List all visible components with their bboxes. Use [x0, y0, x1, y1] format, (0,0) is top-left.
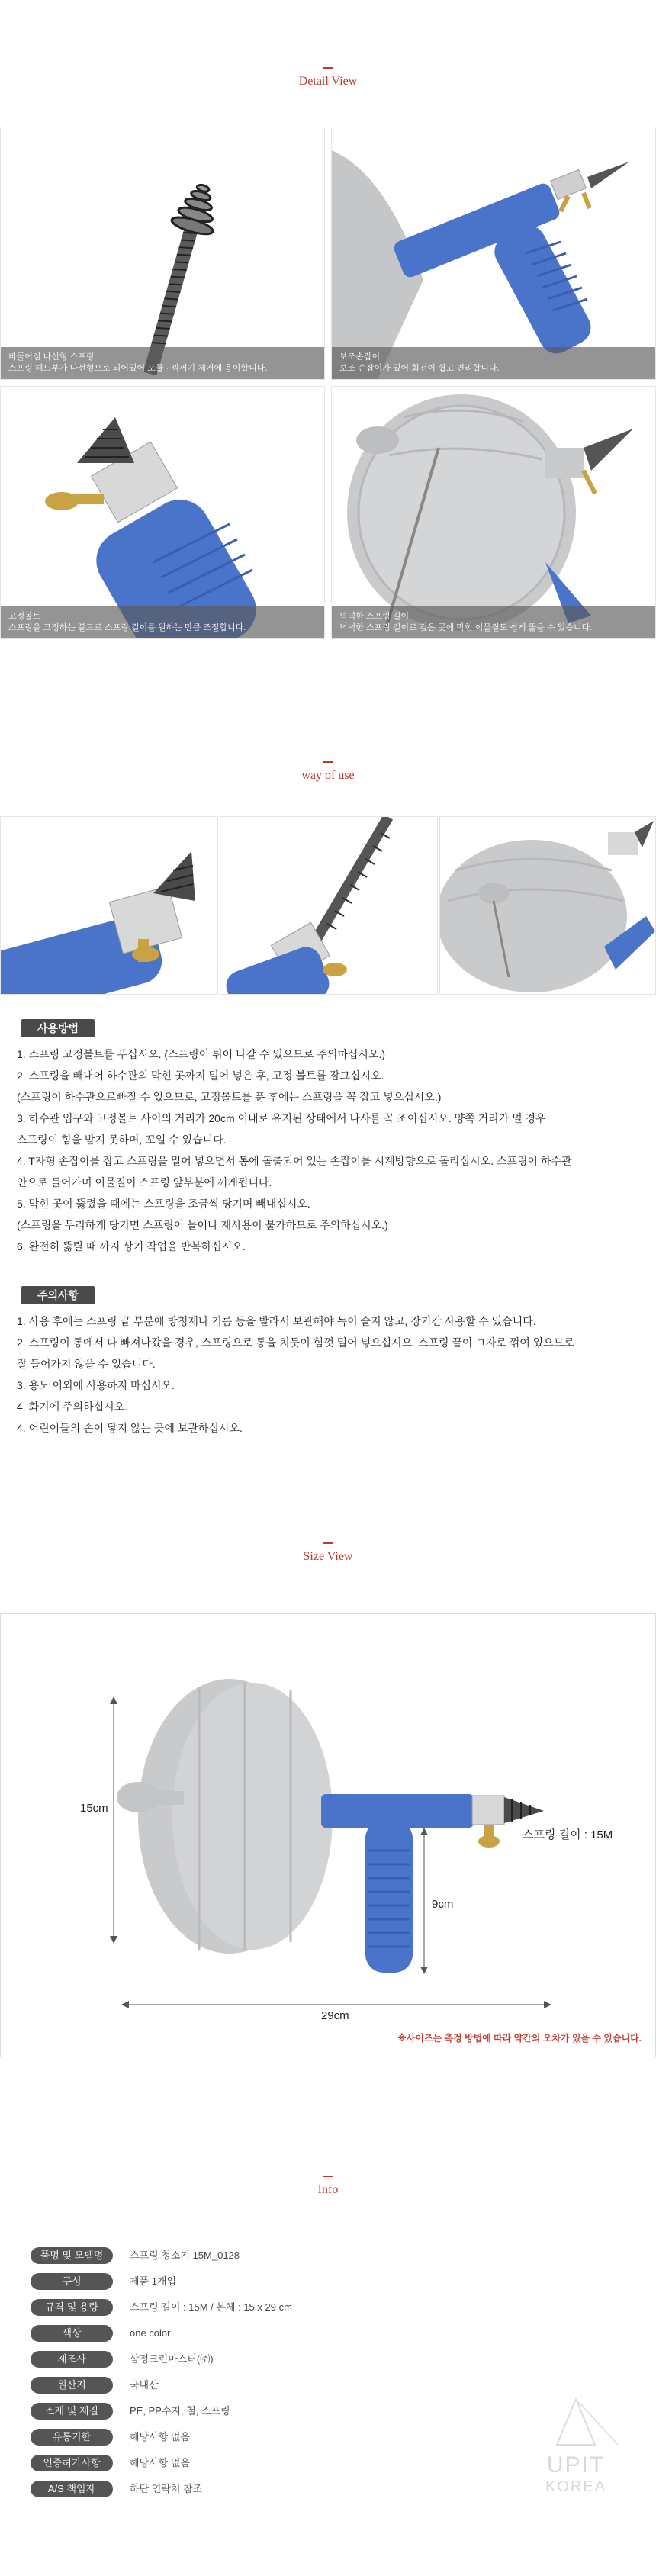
caution-line: 2. 스프링이 통에서 다 빠져나갔을 경우, 스프링으로 통을 치듯이 힘껏 밀어 넣으십시오. 스프링 끝이 ㄱ자로 꺾여 있으므로 [17, 1336, 574, 1349]
info-row [23, 2320, 557, 2346]
usage-step-2-image [220, 817, 437, 994]
size-note: ※사이즈는 측정 방법에 따라 약간의 오차가 있을 수 있습니다. [397, 2033, 642, 2044]
watermark-tower-icon [503, 2395, 648, 2449]
info-label: 색상 [31, 2325, 113, 2342]
usage-step-1-image [1, 817, 217, 994]
info-value: 국내산 [130, 2379, 159, 2391]
info-value: 삼정크린마스터(㈜) [130, 2353, 214, 2365]
info-value: 하단 연락처 참조 [130, 2483, 203, 2494]
info-value: PE, PP수지, 철, 스프링 [130, 2405, 230, 2417]
watermark-line-1: UPIT [546, 2452, 606, 2478]
usage-photo-1 [0, 816, 218, 995]
detail-photo-spring-head [0, 127, 325, 380]
usage-line: 3. 하수관 입구와 고정볼트 사이의 거리가 20cm 이내로 유지된 상태에서 나사를 꼭 조이십시오. 양쪽 거리가 멀 경우 [17, 1112, 546, 1124]
title-accent-bar [323, 761, 333, 763]
drum-image [332, 387, 655, 638]
info-label: 소재 및 재질 [31, 2403, 113, 2420]
info-value: 스프링 길이 : 15M / 본체 : 15 x 29 cm [130, 2301, 292, 2313]
info-row [23, 2372, 557, 2398]
info-label: 유통기한 [31, 2429, 113, 2446]
fixing-bolt-image [1, 387, 324, 638]
caution-steps [17, 1311, 642, 1439]
info-label: 인증허가사항 [31, 2455, 113, 2471]
usage-line: 4. T자형 손잡이를 잡고 스프링을 밀어 넣으면서 통에 돌출되어 있는 손잡이를 시계방향으로 돌리십시오. 스프링이 하수관 [17, 1155, 572, 1167]
detail-photo-drum [331, 386, 656, 639]
usage-steps [17, 1044, 642, 1257]
way-of-use-title: way of use [0, 761, 656, 783]
t-handle-image [332, 127, 655, 379]
info-title: Info [0, 2176, 656, 2197]
usage-line: 안으로 들어가며 이물질이 스프링 앞부분에 끼게됩니다. [17, 1176, 272, 1188]
title-accent-bar [323, 67, 333, 69]
info-label: A/S 책임자 [31, 2481, 113, 2497]
caution-line: 4. 화기에 주의하십시오. [17, 1401, 128, 1413]
handle-dimension-label: 9cm [432, 1898, 454, 1911]
info-label: 원산지 [31, 2377, 113, 2394]
detail-photo-fixing-bolt [0, 386, 325, 639]
usage-line: 5. 막힌 곳이 뚫렸을 때에는 스프링을 조금씩 당기며 빼내십시오. [17, 1198, 310, 1210]
spring-head-image [1, 127, 324, 379]
info-label: 품명 및 모델명 [31, 2247, 113, 2264]
usage-tag: 사용방법 [21, 1019, 95, 1037]
detail-caption: 보조손잡이 보조 손잡이가 있어 회전이 쉽고 편리합니다. [332, 347, 655, 379]
info-value: one color [130, 2327, 171, 2339]
size-view-title: Size View [0, 1542, 656, 1564]
width-dimension-label: 29cm [321, 2009, 349, 2022]
info-label: 규격 및 용량 [31, 2299, 113, 2316]
info-row [23, 2476, 557, 2502]
info-value: 해당사항 없음 [130, 2431, 190, 2443]
info-row [23, 2424, 557, 2450]
caution-line: 3. 용도 이외에 사용하지 마십시오. [17, 1379, 175, 1391]
info-row [23, 2243, 557, 2269]
info-value: 해당사항 없음 [130, 2457, 190, 2468]
info-row [23, 2269, 557, 2295]
size-diagram [0, 1613, 656, 2057]
usage-line: (스프링이 하수관으로빠질 수 있으므로, 고정볼트를 푼 후에는 스프링을 꼭 잡고 넣으십시오.) [17, 1091, 442, 1103]
title-accent-bar [323, 2176, 333, 2177]
watermark-line-2: KOREA [545, 2478, 607, 2495]
usage-photo-3 [439, 816, 656, 995]
brand-watermark [503, 2395, 648, 2496]
info-row [23, 2295, 557, 2320]
height-dimension-label: 15cm [80, 1802, 108, 1815]
detail-caption: 고정볼트 스프링을 고정하는 볼트로 스프링 길이를 원하는 만큼 조절합니다. [1, 606, 324, 638]
info-table [23, 2243, 557, 2502]
info-row [23, 2450, 557, 2476]
info-label: 제조사 [31, 2351, 113, 2368]
detail-photo-t-handle [331, 127, 656, 380]
info-row [23, 2346, 557, 2372]
usage-photo-2 [220, 816, 438, 995]
spring-length-label: 스프링 길이 : 15M [523, 1828, 613, 1841]
usage-line: 6. 완전히 뚫릴 때 까지 상기 작업을 반복하십시오. [17, 1240, 246, 1253]
info-value: 제품 1개입 [130, 2275, 177, 2287]
usage-step-3-image [440, 817, 655, 994]
usage-line: 스프링이 힘을 받지 못하며, 꼬일 수 있습니다. [17, 1134, 227, 1146]
detail-view-title: Detail View [0, 67, 656, 88]
detail-caption: 넉넉한 스프링 길이 넉넉한 스프링 길이로 깊은 곳에 막힌 이물질도 쉽게 뚫을 수 있습니다. [332, 606, 655, 638]
detail-caption: 비뚤어짐 나선형 스프링 스프링 헤드부가 나선형으로 되어있어 오물 · 찌꺼기 제거에 용이합니다. [1, 347, 324, 379]
usage-line: (스프링을 무리하게 당기면 스프링이 늘어나 재사용이 불가하므로 주의하십시오.) [17, 1219, 388, 1231]
usage-line: 2. 스프링을 빼내어 하수관의 막힌 곳까지 밀어 넣은 후, 고정 볼트를 잠그십시오. [17, 1069, 384, 1082]
info-row [23, 2398, 557, 2424]
info-label: 구성 [31, 2273, 113, 2290]
info-value: 스프링 청소기 15M_0128 [130, 2250, 240, 2261]
caution-tag: 주의사항 [21, 1286, 95, 1304]
title-accent-bar [323, 1542, 333, 1544]
usage-line: 1. 스프링 고정볼트를 푸십시오. (스프링이 튀어 나갈 수 있으므로 주의하십시오.) [17, 1048, 386, 1060]
caution-line: 4. 어린이들의 손이 닿지 않는 곳에 보관하십시오. [17, 1422, 243, 1434]
caution-line: 잘 들어가지 않을 수 있습니다. [17, 1358, 156, 1370]
caution-line: 1. 사용 후에는 스프링 끝 부분에 방청제나 기름 등을 발라서 보관해야 녹이 슬지 않고, 장기간 사용할 수 있습니다. [17, 1315, 536, 1327]
